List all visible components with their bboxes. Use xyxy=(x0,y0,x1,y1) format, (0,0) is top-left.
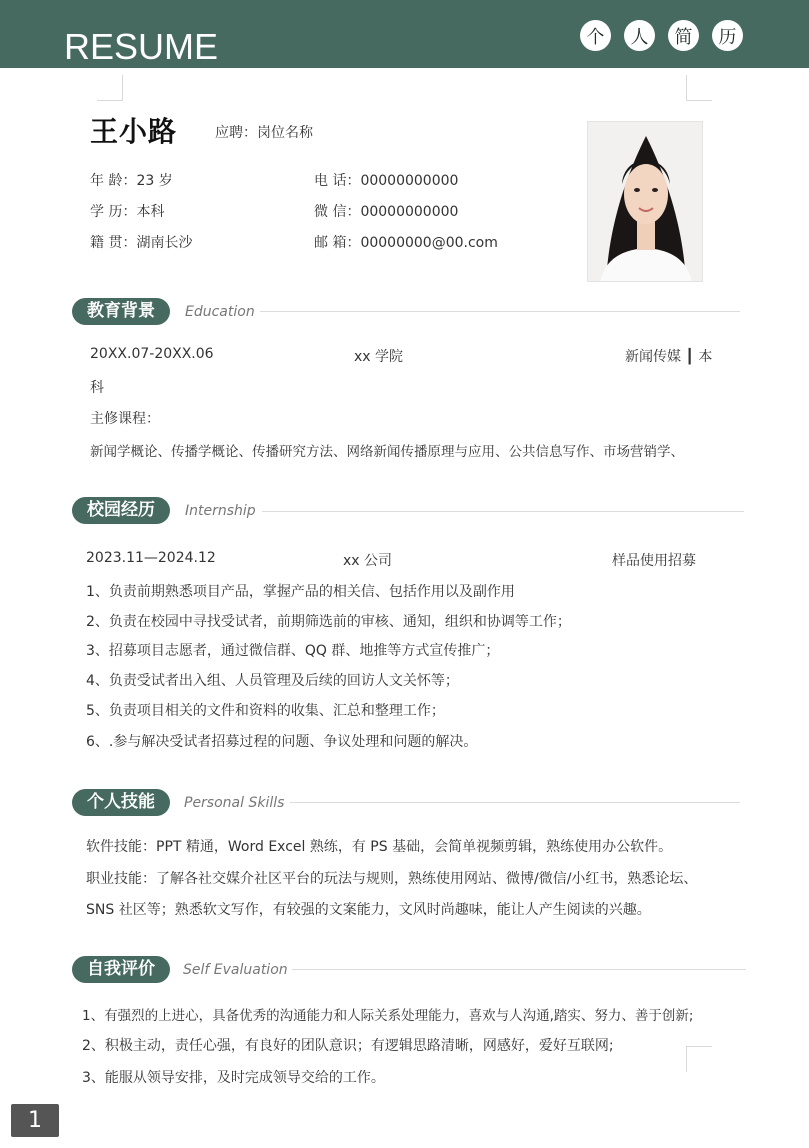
section-divider xyxy=(262,511,744,512)
evaluation-line: 2、积极主动，责任心强，有良好的团队意识；有逻辑思路清晰，网感好，爱好互联网; xyxy=(82,1038,614,1054)
wechat-field: 微 信：00000000000 xyxy=(314,204,459,220)
page-number-badge: 1 xyxy=(11,1104,59,1137)
resume-title: RESUME xyxy=(64,26,219,67)
education-school: xx 学院 xyxy=(354,349,404,365)
title-badges xyxy=(580,20,743,51)
profile-photo xyxy=(587,121,703,282)
education-major: 新闻传媒 ┃ 本 xyxy=(625,349,713,365)
campus-role: 样品使用招募 xyxy=(612,553,696,569)
campus-item: 4、负责受试者出入组、人员管理及后续的回访人文关怀等； xyxy=(86,673,459,689)
email-field: 邮 箱：00000000@00.com xyxy=(314,235,498,251)
section-subtitle-evaluation: Self Evaluation xyxy=(183,962,288,978)
education-major-wrap: 科 xyxy=(90,380,104,396)
crop-mark xyxy=(97,75,123,101)
section-title-evaluation: 自我评价 xyxy=(72,956,170,983)
section-title-education: 教育背景 xyxy=(72,298,170,325)
phone-field: 电 话：00000000000 xyxy=(314,173,459,189)
campus-item: 6、.参与解决受试者招募过程的问题、争议处理和问题的解决。 xyxy=(86,734,478,750)
software-skills: 软件技能：PPT 精通，Word Excel 熟练，有 PS 基础，会简单视频剪辑，熟练使用办公软件。 xyxy=(86,839,673,855)
courses-label: 主修课程： xyxy=(90,411,160,427)
crop-mark xyxy=(686,1046,712,1072)
evaluation-line: 3、能服从领导安排，及时完成领导交给的工作。 xyxy=(82,1070,385,1086)
badge-char: 简 xyxy=(668,20,699,51)
campus-company: xx 公司 xyxy=(343,553,393,569)
evaluation-line: 1、有强烈的上进心，具备优秀的沟通能力和人际关系处理能力，喜欢与人沟通,踏实、努力、善于创新; xyxy=(82,1008,694,1024)
campus-period: 2023.11—2024.12 xyxy=(86,550,216,566)
section-subtitle-education: Education xyxy=(185,304,255,320)
candidate-name: 王小路 xyxy=(90,115,178,148)
education-period: 20XX.07-20XX.06 xyxy=(90,346,214,362)
badge-char: 个 xyxy=(580,20,611,51)
header-bar xyxy=(0,0,809,68)
badge-char: 人 xyxy=(624,20,655,51)
crop-mark xyxy=(686,75,712,101)
applied-position: 应聘：岗位名称 xyxy=(215,125,313,141)
campus-item: 5、负责项目相关的文件和资料的收集、汇总和整理工作； xyxy=(86,703,445,719)
section-subtitle-campus: Internship xyxy=(185,503,256,519)
section-subtitle-skills: Personal Skills xyxy=(184,795,285,811)
courses-list: 新闻学概论、传播学概论、传播研究方法、网络新闻传播原理与应用、公共信息写作、市场营销学、 xyxy=(90,444,684,460)
section-divider xyxy=(260,311,740,312)
hometown-field: 籍 贯：湖南长沙 xyxy=(90,235,193,251)
portrait-image xyxy=(588,122,703,282)
badge-char: 历 xyxy=(712,20,743,51)
campus-item: 3、招募项目志愿者，通过微信群、QQ 群、地推等方式宣传推广； xyxy=(86,643,500,659)
campus-item: 2、负责在校园中寻找受试者，前期筛选前的审核、通知，组织和协调等工作； xyxy=(86,614,571,630)
professional-skills: 职业技能：了解各社交媒介社区平台的玩法与规则，熟练使用网站、微博/微信/小红书，熟悉论坛、 xyxy=(86,871,698,887)
section-divider xyxy=(292,969,746,970)
age-field: 年 龄：23 岁 xyxy=(90,173,173,189)
professional-skills-cont: SNS 社区等；熟悉软文写作，有较强的文案能力，文风时尚趣味，能让人产生阅读的兴趣。 xyxy=(86,902,651,918)
section-divider xyxy=(290,802,740,803)
campus-item: 1、负责前期熟悉项目产品，掌握产品的相关信、包括作用以及副作用 xyxy=(86,584,515,600)
section-title-skills: 个人技能 xyxy=(72,789,170,816)
section-title-campus: 校园经历 xyxy=(72,497,170,524)
education-level-field: 学 历：本科 xyxy=(90,204,165,220)
